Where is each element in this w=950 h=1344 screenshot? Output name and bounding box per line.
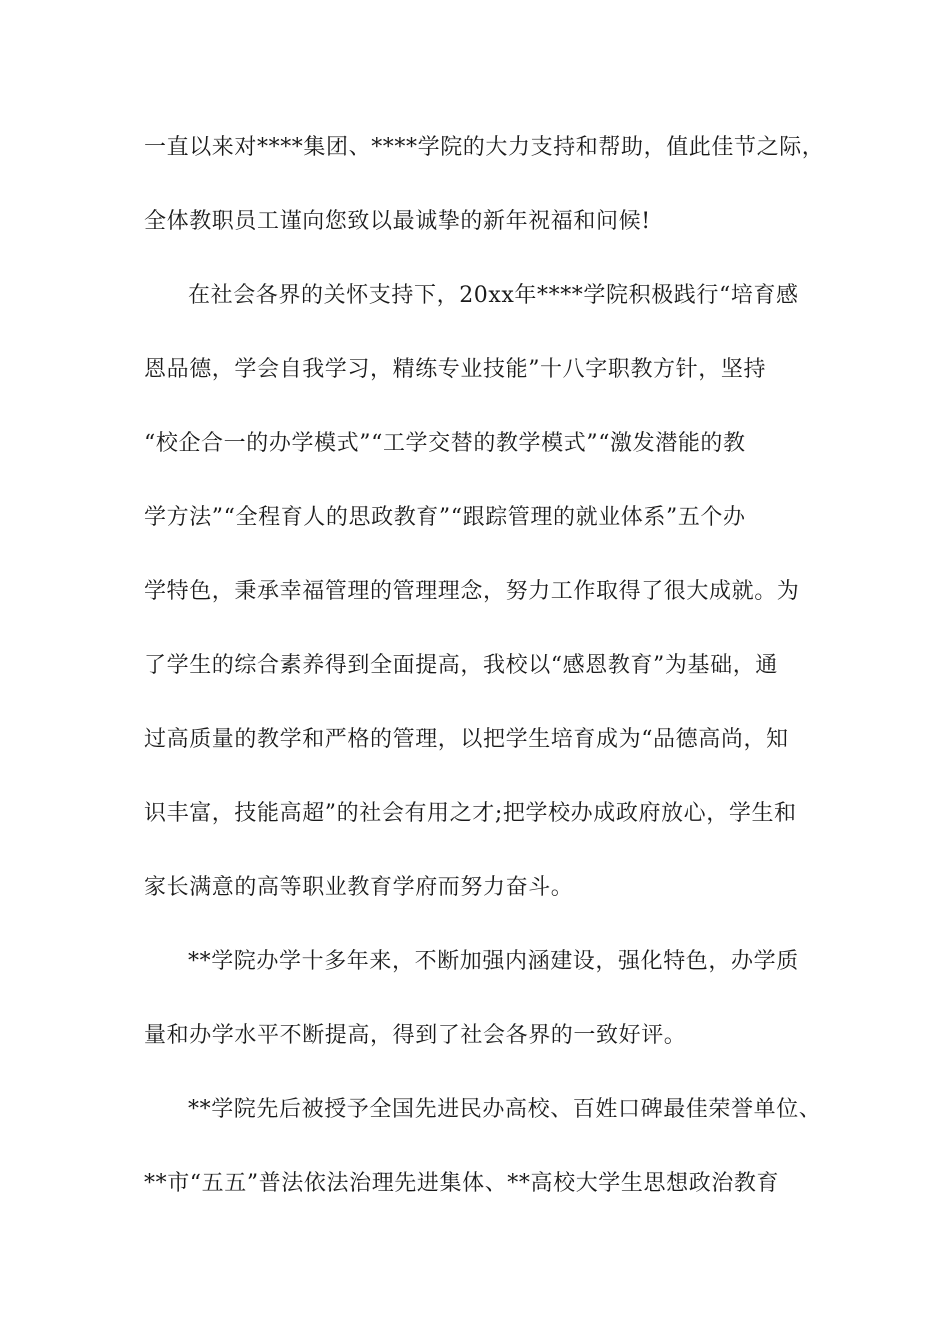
text-line: 一直以来对****集团、****学院的大力支持和帮助，值此佳节之际， — [144, 135, 825, 160]
paragraph-4 — [144, 1091, 844, 1239]
text-line: **学院办学十多年来，不断加强内涵建设，强化特色，办学质 — [188, 949, 799, 974]
text-line: 家长满意的高等职业教育学府而努力奋斗。 — [144, 875, 574, 900]
text-line: 在社会各界的关怀支持下，20xx年****学院积极践行“培育感 — [188, 283, 799, 308]
text-line: “校企合一的办学模式”“工学交替的教学模式”“激发潜能的教 — [144, 431, 746, 456]
text-line: 过高质量的教学和严格的管理，以把学生培育成为“品德高尚，知 — [144, 727, 789, 752]
paragraph-3 — [144, 943, 844, 1091]
text-line: **学院先后被授予全国先进民办高校、百姓口碑最佳荣誉单位、 — [188, 1097, 822, 1122]
text-line: 量和办学水平不断提高，得到了社会各界的一致好评。 — [144, 1023, 687, 1048]
text-line: **市“五五”普法依法治理先进集体、**高校大学生思想政治教育 — [144, 1171, 780, 1196]
text-line: 识丰富，技能高超”的社会有用之才;把学校办成政府放心，学生和 — [144, 801, 797, 826]
document-body — [144, 129, 844, 1239]
paragraph-2 — [144, 277, 844, 943]
text-line: 学特色，秉承幸福管理的管理理念，努力工作取得了很大成就。为 — [144, 579, 800, 604]
text-line: 全体教职员工谨向您致以最诚挚的新年祝福和问候! — [144, 209, 651, 234]
paragraph-1 — [144, 129, 844, 277]
text-line: 学方法”“全程育人的思政教育”“跟踪管理的就业体系”五个办 — [144, 505, 746, 530]
text-line: 恩品德，学会自我学习，精练专业技能”十八字职教方针，坚持 — [144, 357, 767, 382]
text-line: 了学生的综合素养得到全面提高，我校以“感恩教育”为基础，通 — [144, 653, 778, 678]
